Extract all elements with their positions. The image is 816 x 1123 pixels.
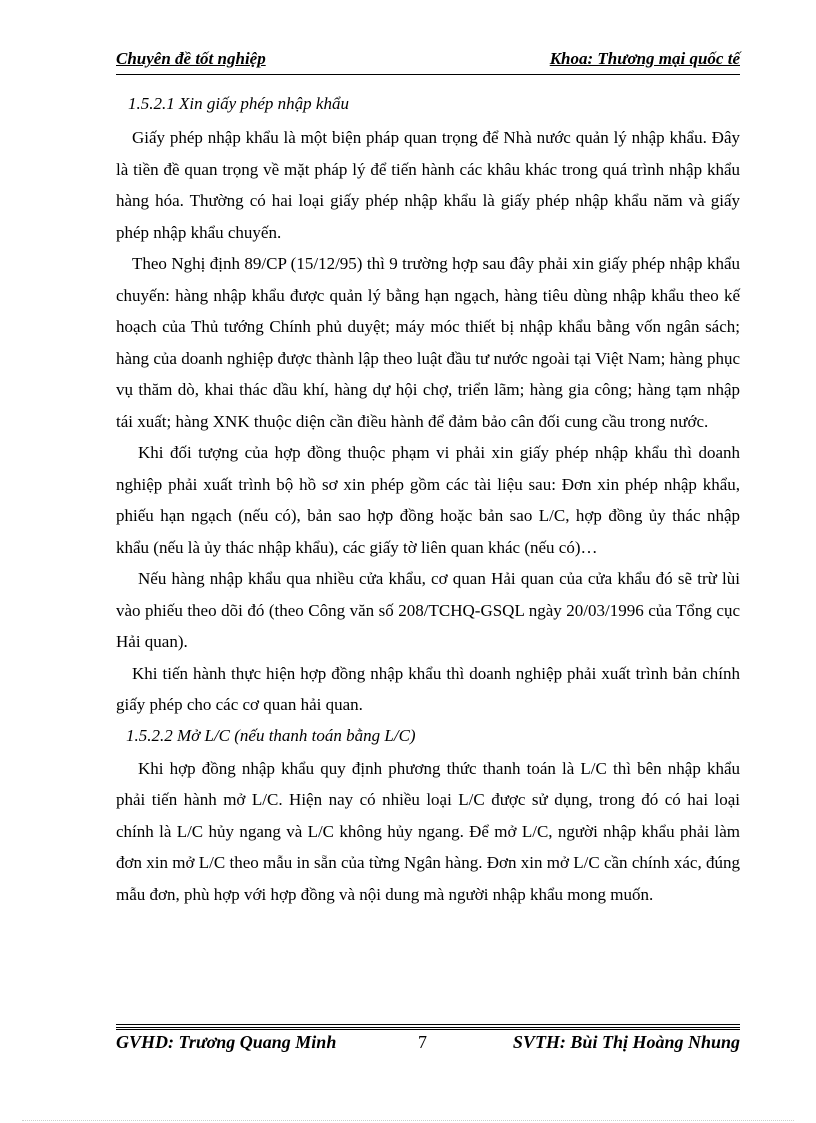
page-bottom-border xyxy=(22,1120,794,1121)
paragraph: Khi tiến hành thực hiện hợp đồng nhập khẩu thì doanh nghiệp phải xuất trình bản chính giấy phép cho các cơ quan hải quan. xyxy=(116,663,740,714)
header-divider xyxy=(116,74,740,75)
footer-supervisor: GVHD: Trương Quang Minh xyxy=(116,1032,337,1052)
footer-divider-top xyxy=(116,1024,740,1025)
header-document-type: Chuyên đề tốt nghiệp xyxy=(116,49,266,68)
paragraph: Giấy phép nhập khẩu là một biện pháp quan trọng để Nhà nước quản lý nhập khẩu. Đây là tiền đề quan trọng về mặt pháp lý để tiến hành các khâu khác trong quá trình nhập khẩu hàng hóa. Thường có hai loại giấy phép nhập khẩu là giấy phép nhập khẩu năm và giấy phép nhập khẩu chuyến. xyxy=(116,128,740,242)
page-footer xyxy=(116,1032,740,1058)
paragraph: Khi hợp đồng nhập khẩu quy định phương thức thanh toán là L/C thì bên nhập khẩu phải tiến hành mở L/C. Hiện nay có nhiều loại L/C được sử dụng, trong đó có hai loại chính là L/C hủy ngang và L/C không hủy ngang. Để mở L/C, người nhập khẩu phải làm đơn xin mở L/C theo mẫu in sẵn của từng Ngân hàng. Đơn xin mở L/C cần chính xác, đúng mẫu đơn, phù hợp với hợp đồng và nội dung mà người nhập khẩu mong muốn. xyxy=(116,758,740,904)
section-heading-import-license: 1.5.2.1 Xin giấy phép nhập khẩu xyxy=(128,94,349,113)
paragraph: Theo Nghị định 89/CP (15/12/95) thì 9 trường hợp sau đây phải xin giấy phép nhập khẩu chuyến: hàng nhập khẩu được quản lý bằng hạn ngạch, hàng tiêu dùng nhập khẩu theo kế hoạch của Thủ tướng Chính phủ duyệt; máy móc thiết bị nhập khẩu bằng vốn ngân sách; hàng của doanh nghiệp được thành lập theo luật đầu tư nước ngoài tại Việt Nam; hàng phục vụ thăm dò, khai thác dầu khí, hàng dự hội chợ, triển lãm; hàng gia công; hàng tạm nhập tái xuất; hàng XNK thuộc diện cần điều hành để đảm bảo cân đối cung cầu trong nước. xyxy=(116,254,740,431)
paragraph: Khi đối tượng của hợp đồng thuộc phạm vi phải xin giấy phép nhập khẩu thì doanh nghiệp phải xuất trình bộ hồ sơ xin phép gồm các tài liệu sau: Đơn xin phép nhập khẩu, phiếu hạn ngạch (nếu có), bản sao hợp đồng hoặc bản sao L/C, hợp đồng ủy thác nhập khẩu (nếu là ủy thác nhập khẩu), các giấy tờ liên quan khác (nếu có)… xyxy=(116,443,740,557)
page-number: 7 xyxy=(418,1032,427,1052)
footer-student: SVTH: Bùi Thị Hoàng Nhung xyxy=(512,1032,740,1052)
page-header xyxy=(116,47,740,73)
section-heading-open-lc: 1.5.2.2 Mở L/C (nếu thanh toán bằng L/C) xyxy=(126,725,416,745)
header-faculty: Khoa: Thương mại quốc tế xyxy=(549,49,740,68)
paragraph: Nếu hàng nhập khẩu qua nhiều cửa khẩu, cơ quan Hải quan của cửa khẩu đó sẽ trừ lùi vào phiếu theo dõi đó (theo Công văn số 208/TCHQ-GSQL ngày 20/03/1996 của Tổng cục Hải quan). xyxy=(116,569,740,651)
page-content xyxy=(116,86,740,910)
